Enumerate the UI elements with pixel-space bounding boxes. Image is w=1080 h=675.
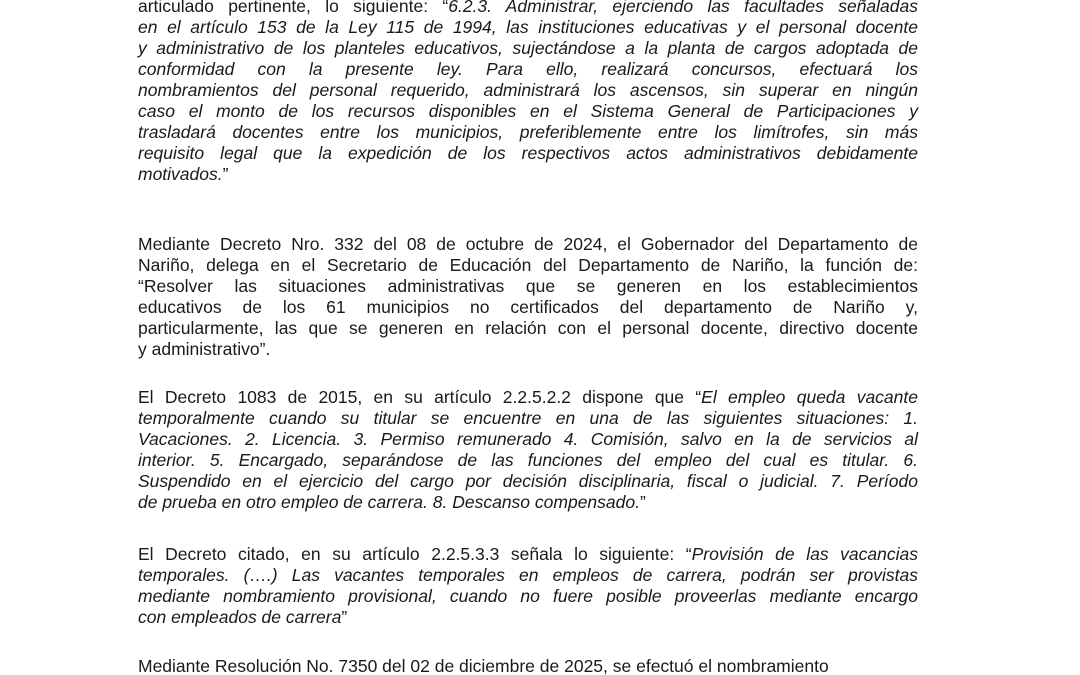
line-quoted-text: motivados. bbox=[138, 164, 223, 184]
line-text: El Decreto citado, en su artículo 2.2.5.3.3 señala lo siguiente: “ bbox=[138, 544, 692, 564]
paragraph-quote-article-6-2-3 bbox=[138, 0, 918, 185]
line-quoted-text: El empleo queda vacante bbox=[701, 387, 918, 407]
line-quoted-text: Provisión de las vacancias bbox=[691, 544, 918, 564]
text-line bbox=[138, 234, 918, 255]
text-line bbox=[138, 607, 918, 628]
text-line bbox=[138, 544, 918, 565]
line-text: y administrativo”. bbox=[138, 339, 271, 359]
text-line bbox=[138, 164, 918, 185]
paragraph-decreto-332 bbox=[138, 234, 918, 360]
text-line bbox=[138, 586, 918, 607]
closing-quote: ” bbox=[341, 607, 348, 627]
line-text: particularmente, las que se generen en relación con el personal docente, directivo docente bbox=[138, 318, 918, 338]
line-text: Mediante Decreto Nro. 332 del 08 de octubre de 2024, el Gobernador del Departamento de bbox=[138, 234, 918, 254]
line-quoted-text: 6.2.3. Administrar, ejerciendo las facultades señaladas bbox=[448, 0, 919, 16]
line-quoted-text: conformidad con la presente ley. Para ello, realizará concursos, efectuará los bbox=[138, 59, 918, 79]
line-quoted-text: nombramientos del personal requerido, administrará los ascensos, sin superar en ningún bbox=[138, 80, 918, 100]
text-line bbox=[138, 59, 918, 80]
text-line bbox=[138, 17, 918, 38]
paragraph-decreto-1083-article-2-2-5-2-2 bbox=[138, 387, 918, 513]
text-line bbox=[138, 255, 918, 276]
line-quoted-text: caso el monto de los recursos disponibles en el Sistema General de Participaciones y bbox=[138, 101, 918, 121]
line-quoted-text: de prueba en otro empleo de carrera. 8. Descanso compensado. bbox=[138, 492, 640, 512]
line-quoted-text: Vacaciones. 2. Licencia. 3. Permiso remunerado 4. Comisión, salvo en la de servicios al bbox=[138, 429, 918, 449]
line-text: Mediante Resolución No. 7350 del 02 de diciembre de 2025, se efectuó el nombramiento bbox=[138, 656, 829, 675]
line-text: Nariño, delega en el Secretario de Educación del Departamento de Nariño, la función de: bbox=[138, 255, 918, 275]
text-line bbox=[138, 339, 918, 360]
line-quoted-text: temporales. (….) Las vacantes temporales en empleos de carrera, podrán ser provistas bbox=[138, 565, 918, 585]
text-line bbox=[138, 318, 918, 339]
line-quoted-text: mediante nombramiento provisional, cuando no fuere posible proveerlas mediante encargo bbox=[138, 586, 918, 606]
text-line bbox=[138, 656, 918, 675]
text-line bbox=[138, 492, 918, 513]
text-line bbox=[138, 429, 918, 450]
text-line bbox=[138, 297, 918, 318]
paragraph-resolucion-7350 bbox=[138, 656, 918, 675]
text-line bbox=[138, 276, 918, 297]
line-quoted-text: Suspendido en el ejercicio del cargo por decisión disciplinaria, fiscal o judicial. 7. Período bbox=[138, 471, 918, 491]
line-quoted-text: con empleados de carrera bbox=[138, 607, 342, 627]
closing-quote: ” bbox=[222, 164, 229, 184]
text-line bbox=[138, 387, 918, 408]
line-text: educativos de los 61 municipios no certificados del departamento de Nariño y, bbox=[138, 297, 918, 317]
text-line bbox=[138, 38, 918, 59]
text-line bbox=[138, 122, 918, 143]
line-quoted-text: en el artículo 153 de la Ley 115 de 1994, las instituciones educativas y el personal docente bbox=[138, 17, 918, 37]
text-line bbox=[138, 450, 918, 471]
line-quoted-text: temporalmente cuando su titular se encuentre en una de las siguientes situaciones: 1. bbox=[138, 408, 918, 428]
closing-quote: ” bbox=[639, 492, 646, 512]
text-line bbox=[138, 143, 918, 164]
line-text: “Resolver las situaciones administrativas que se generen en los establecimientos bbox=[138, 276, 918, 296]
line-quoted-text: trasladará docentes entre los municipios, preferiblemente entre los limítrofes, sin más bbox=[138, 122, 918, 142]
text-line bbox=[138, 565, 918, 586]
text-line bbox=[138, 471, 918, 492]
text-line bbox=[138, 80, 918, 101]
text-line bbox=[138, 0, 918, 17]
paragraph-decreto-article-2-2-5-3-3 bbox=[138, 544, 918, 628]
text-line bbox=[138, 101, 918, 122]
text-line bbox=[138, 408, 918, 429]
line-quoted-text: interior. 5. Encargado, separándose de las funciones del empleo del cual es titular. 6. bbox=[138, 450, 918, 470]
line-text: articulado pertinente, lo siguiente: “ bbox=[138, 0, 449, 16]
line-quoted-text: requisito legal que la expedición de los respectivos actos administrativos debidamente bbox=[138, 143, 918, 163]
line-quoted-text: y administrativo de los planteles educativos, sujectándose a la planta de cargos adoptada de bbox=[138, 38, 918, 58]
line-text: El Decreto 1083 de 2015, en su artículo 2.2.5.2.2 dispone que “ bbox=[138, 387, 702, 407]
